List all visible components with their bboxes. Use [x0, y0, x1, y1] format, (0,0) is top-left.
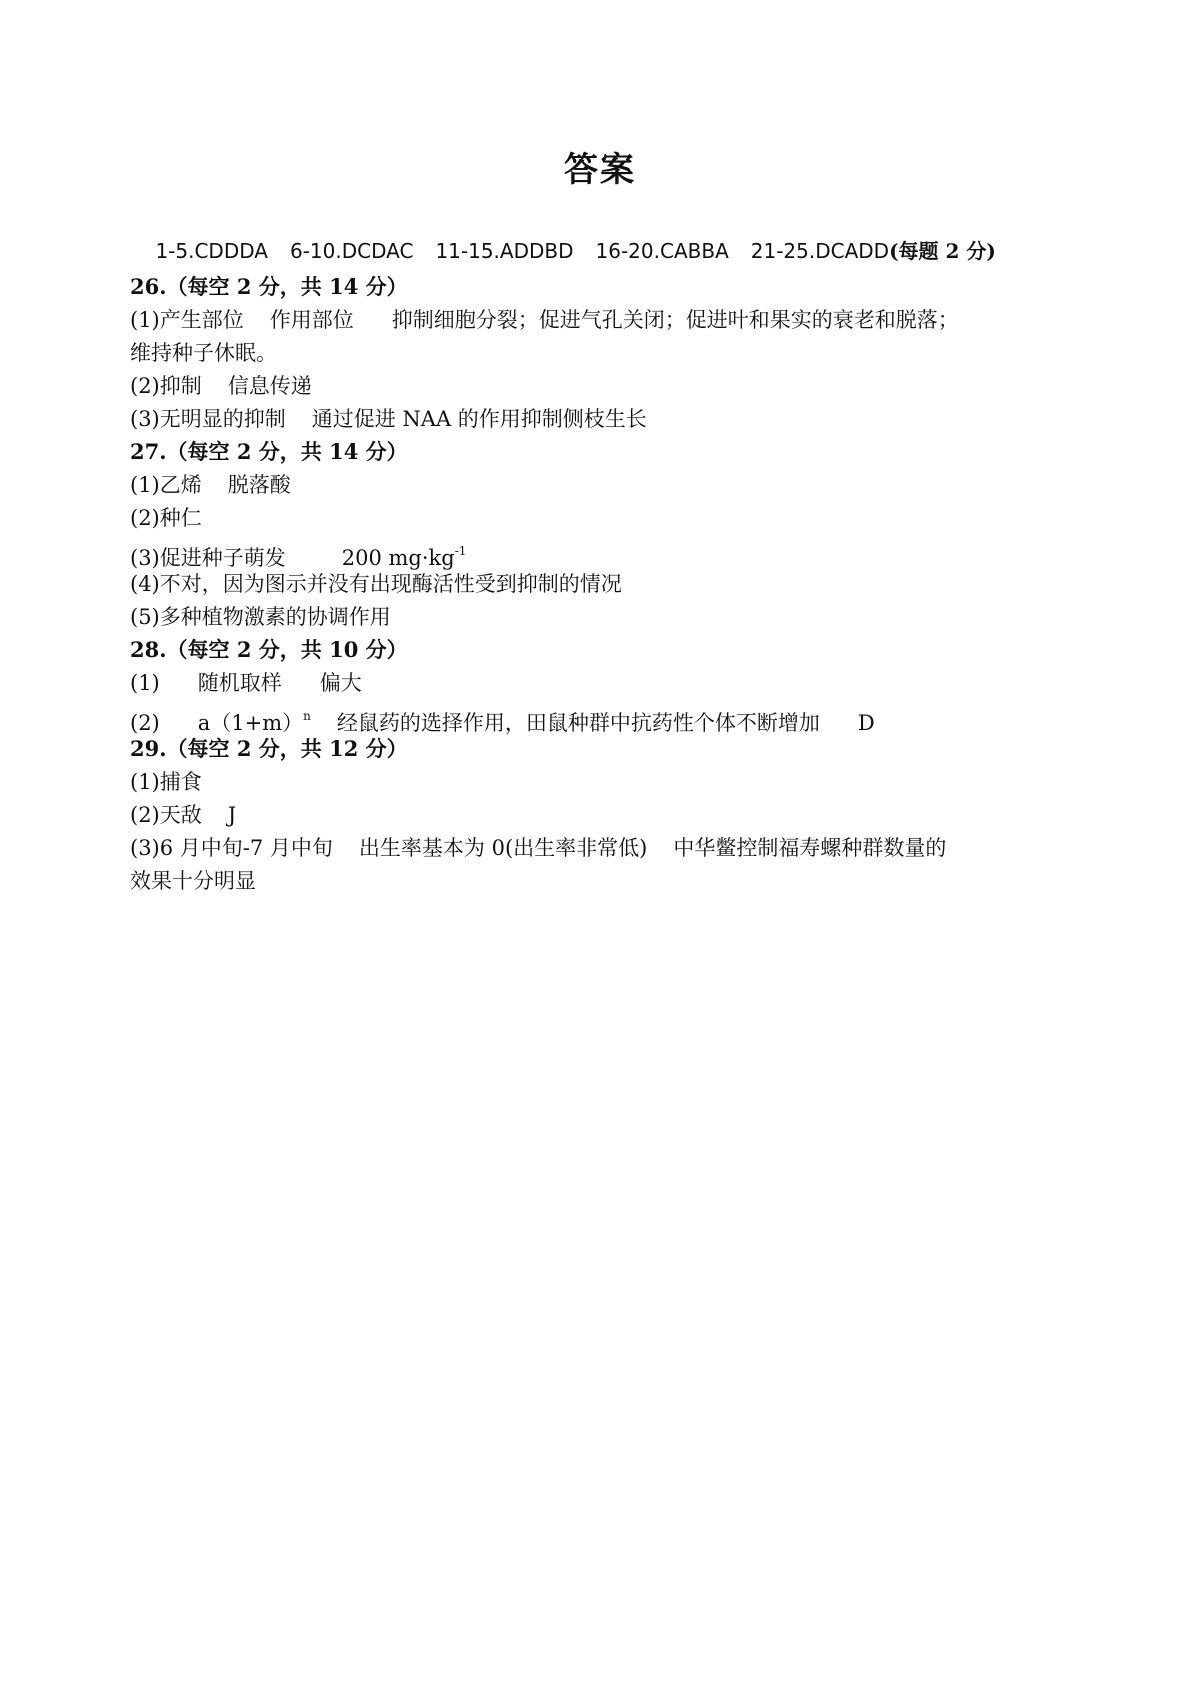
q29-heading: 29.（每空 2 分，共 12 分）: [130, 736, 408, 761]
q29-answer-3-cont: 效果十分明显: [130, 869, 256, 893]
q29-2-b: J: [227, 803, 237, 827]
q27-1-a: (1)乙烯: [130, 473, 202, 497]
q28-1-a: (1): [130, 671, 160, 695]
q29-3-a: (3)6 月中旬-7 月中旬: [130, 836, 333, 860]
mcq-group-1: 1-5.CDDDA: [155, 239, 268, 263]
q29-answer-1: (1)捕食: [130, 770, 202, 794]
mcq-group-3: 11-15.ADDBD: [435, 239, 574, 263]
q26-answer-3: [130, 404, 647, 434]
q29-answer-2: [130, 800, 236, 830]
q28-answer-2: [130, 701, 875, 738]
q26-3-b: 通过促进 NAA 的作用抑制侧枝生长: [311, 407, 647, 431]
q26-answer-2: [130, 371, 312, 401]
q29-2-a: (2)天敌: [130, 803, 202, 827]
mcq-score-note: (每题 2 分): [889, 239, 996, 263]
q29-3-c: 中华鳖控制福寿螺种群数量的: [673, 836, 947, 860]
mcq-group-2: 6-10.DCDAC: [289, 239, 414, 263]
q27-answer-3: [130, 536, 466, 573]
q27-answer-2: (2)种仁: [130, 506, 202, 530]
mcq-group-5: 21-25.DCADD: [750, 239, 890, 263]
q27-heading: 27.（每空 2 分，共 14 分）: [130, 439, 408, 464]
q28-heading: 28.（每空 2 分，共 10 分）: [130, 637, 408, 662]
q27-1-b: 脱落酸: [227, 473, 291, 497]
q26-1-a: (1)产生部位: [130, 308, 244, 332]
q28-2-a: (2): [130, 711, 160, 735]
q26-heading: 26.（每空 2 分，共 14 分）: [130, 274, 408, 299]
mcq-group-4: 16-20.CABBA: [595, 239, 729, 263]
q26-1-c: 抑制细胞分裂；促进气孔关闭；促进叶和果实的衰老和脱落；: [391, 308, 959, 332]
q27-answer-1: [130, 470, 291, 500]
q27-3-sup: -1: [454, 544, 467, 558]
q28-2-sup: n: [303, 709, 311, 723]
q28-2-d: D: [857, 711, 875, 735]
q26-2-b: 信息传递: [227, 374, 312, 398]
q28-2-b: a（1+m）: [197, 711, 304, 735]
q26-2-a: (2)抑制: [130, 374, 202, 398]
page-title: 答案: [564, 150, 636, 190]
q28-2-c: 经鼠药的选择作用，田鼠种群中抗药性个体不断增加: [336, 711, 820, 735]
q27-answer-5: (5)多种植物激素的协调作用: [130, 605, 391, 629]
q29-3-b: 出生率基本为 0(出生率非常低): [358, 836, 648, 860]
q27-3-b: 200 mg·kg: [341, 546, 455, 570]
q29-answer-3: [130, 833, 946, 863]
q27-3-a: (3)促进种子萌发: [130, 546, 286, 570]
q26-answer-1-cont: 维持种子休眠。: [130, 341, 277, 365]
q26-answer-1: [130, 305, 959, 335]
q28-1-b: 随机取样: [197, 671, 282, 695]
q28-1-c: 偏大: [319, 671, 362, 695]
q27-answer-4: (4)不对，因为图示并没有出现酶活性受到抑制的情况: [130, 572, 622, 596]
q26-1-b: 作用部位: [269, 308, 354, 332]
q26-3-a: (3)无明显的抑制: [130, 407, 286, 431]
q28-answer-1: [130, 668, 362, 698]
